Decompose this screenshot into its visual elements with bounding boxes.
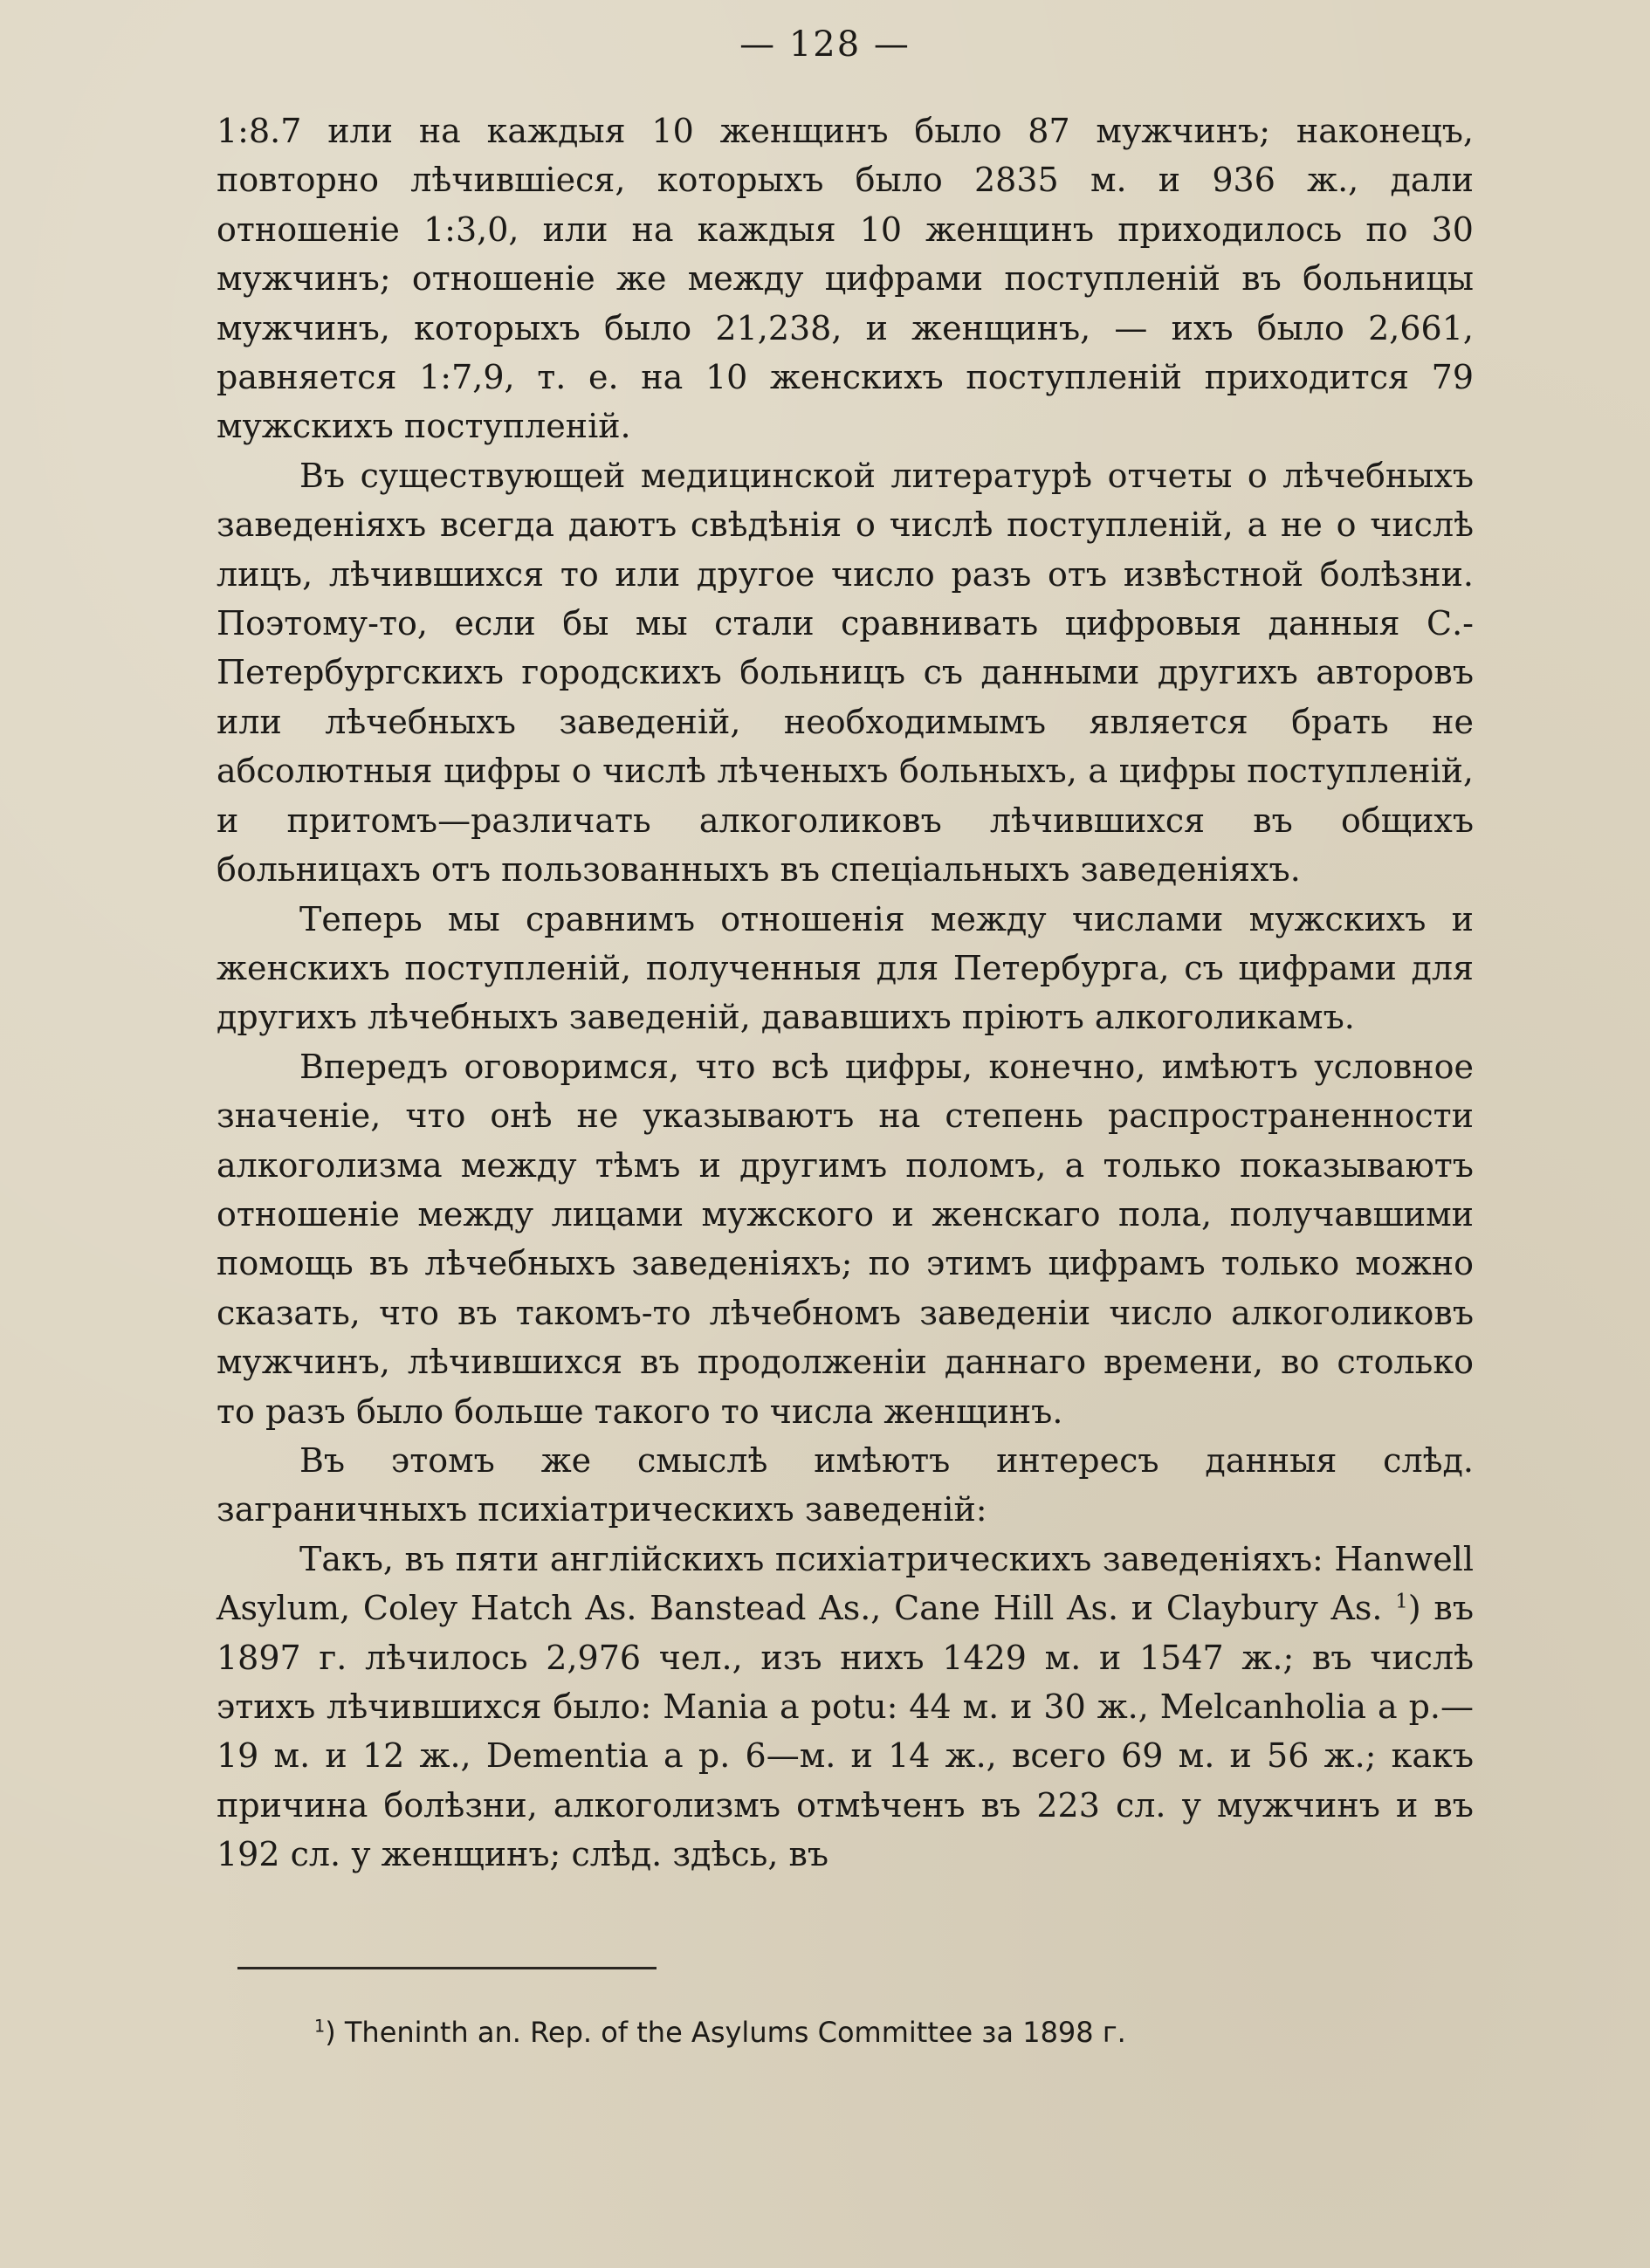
paragraph-2: Въ существующей медицинской литературѣ отчеты о лѣчебныхъ заведеніяхъ всегда даютъ свѣдѣнія о числѣ поступленій, а не о числѣ лицъ, лѣчившихся то или другое число разъ отъ извѣстной болѣзни. Поэтому-то, если бы мы стали сравнивать цифровыя данныя С.-Петербургскихъ городскихъ больницъ съ данными другихъ авторовъ или лѣчебныхъ заведеній, необходимымъ является брать не абсолютныя цифры о числѣ лѣченыхъ больныхъ, а цифры поступленій, и притомъ—различать алкоголиковъ лѣчившихся въ общихъ больницахъ отъ пользованныхъ въ спеціальныхъ заведеніяхъ. bbox=[217, 456, 1474, 890]
footnote-mark: 1 bbox=[314, 2016, 326, 2037]
paragraph-4: Впередъ оговоримся, что всѣ цифры, конечно, имѣютъ условное значеніе, что онѣ не указываютъ на степень распространенности алкоголизма между тѣмъ и другимъ поломъ, а только показываютъ отношеніе между лицами мужского и женскаго пола, получавшими помощь въ лѣчебныхъ заведеніяхъ; по этимъ цифрамъ только можно сказать, что въ такомъ-то лѣчебномъ заведеніи число алкоголиковъ мужчинъ, лѣчившихся въ продолженіи даннаго времени, во столько то разъ было больше такого то числа женщинъ. bbox=[217, 1047, 1474, 1431]
footnote-reference: 1 bbox=[1395, 1590, 1408, 1613]
paragraph-6-text-before-note: Такъ, въ пяти англійскихъ психіатрическихъ заведеніяхъ: Hanwell Asylum, Coley Hatch As. Banstead As., Cane Hill As. и Claybury As. bbox=[217, 1539, 1474, 1628]
paragraph-6 bbox=[217, 1535, 1474, 1880]
footnote bbox=[314, 2013, 1449, 2052]
paragraph-6-text-after-note: ) въ 1897 г. лѣчилось 2,976 чел., изъ нихъ 1429 м. и 1547 ж.; въ числѣ этихъ лѣчившихся было: Mania a potu: 44 м. и 30 ж., Melcanholia a p.—19 м. и 12 ж., Dementia a p. 6—м. и 14 ж., всего 69 м. и 56 ж.; какъ причина болѣзни, алкоголизмъ отмѣченъ въ 223 сл. у мужчинъ и въ 192 сл. у женщинъ; слѣд. здѣсь, въ bbox=[217, 1589, 1474, 1874]
page-number: — 128 — bbox=[739, 24, 911, 65]
paragraph-3: Теперь мы сравнимъ отношенія между числами мужскихъ и женскихъ поступленій, полученныя для Петербурга, съ цифрами для другихъ лѣчебныхъ заведеній, дававшихъ пріютъ алкоголикамъ. bbox=[217, 899, 1474, 1037]
body-text bbox=[217, 107, 1474, 1880]
footnote-divider bbox=[237, 1967, 657, 1969]
paragraph-5: Въ этомъ же смыслѣ имѣютъ интересъ данныя слѣд. заграничныхъ психіатрическихъ заведеній: bbox=[217, 1440, 1474, 1529]
footnote-text: ) Theninth an. Rep. of the Asylums Committee за 1898 г. bbox=[325, 2016, 1126, 2049]
paragraph-1: 1:8.7 или на каждыя 10 женщинъ было 87 мужчинъ; наконецъ, повторно лѣчившіеся, которыхъ было 2835 м. и 936 ж., дали отношеніе 1:3,0, или на каждыя 10 женщинъ приходилось по 30 мужчинъ; отношеніе же между цифрами поступленій въ больницы мужчинъ, которыхъ было 21,238, и женщинъ, — ихъ было 2,661, равняется 1:7,9, т. е. на 10 женскихъ поступленій приходится 79 мужскихъ поступленій. bbox=[217, 112, 1474, 446]
